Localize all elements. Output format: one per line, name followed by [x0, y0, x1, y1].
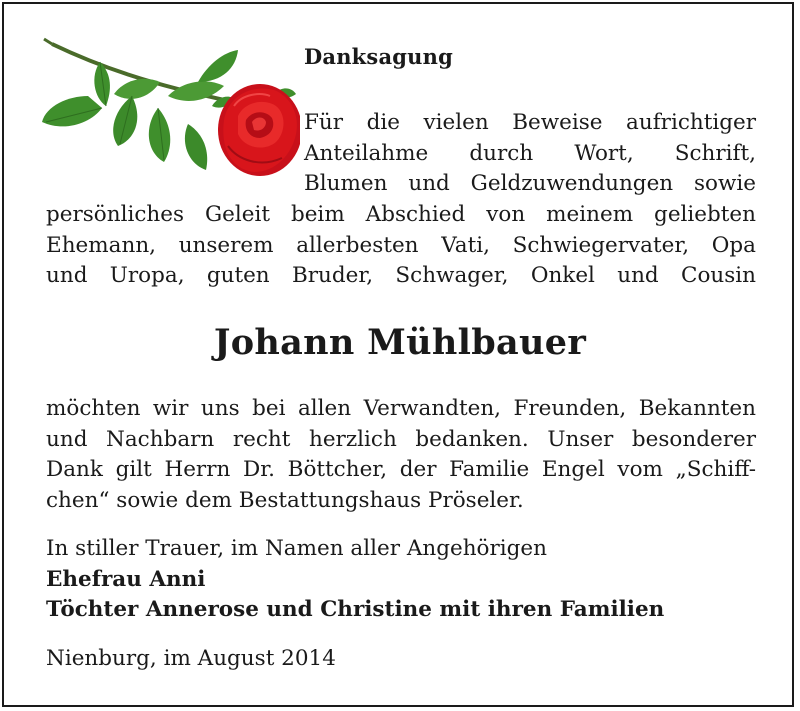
daughters-names: Töchter Annerose und Christine mit ihren Familien — [46, 597, 665, 622]
thanks-line: chen“ sowie dem Bestattungshaus Pröseler. — [46, 487, 524, 513]
intro-line: persönliches Geleit beim Abschied von meinem geliebten — [46, 202, 756, 227]
intro-text-right — [304, 108, 756, 200]
signature-block — [46, 534, 756, 626]
intro-line: und Uropa, guten Bruder, Schwager, Onkel und Cousin — [46, 263, 756, 288]
thanks-paragraph — [46, 394, 756, 516]
wife-name: Ehefrau Anni — [46, 566, 206, 592]
place-date: Nienburg, im August 2014 — [46, 646, 336, 671]
red-rose-icon — [38, 36, 300, 184]
intro-line: Blumen und Geldzuwendungen sowie — [304, 171, 756, 196]
thanks-line: möchten wir uns bei allen Verwandten, Freunden, Bekannten — [46, 396, 756, 421]
mourning-line: In stiller Trauer, im Namen aller Angehörigen — [46, 536, 547, 561]
intro-line: Ehemann, unserem allerbesten Vati, Schwiegervater, Opa — [46, 232, 756, 258]
notice-title: Danksagung — [304, 44, 453, 69]
deceased-name: Johann Mühlbauer — [213, 322, 587, 363]
thanks-line: und Nachbarn recht herzlich bedanken. Unser besonderer — [46, 426, 756, 452]
intro-text-full — [46, 200, 756, 292]
intro-line: Für die vielen Beweise aufrichtiger — [304, 110, 756, 135]
intro-line: Anteilahme durch Wort, Schrift, — [304, 140, 756, 166]
thanks-line: Dank gilt Herrn Dr. Böttcher, der Familie Engel vom „Schiff- — [46, 457, 756, 482]
